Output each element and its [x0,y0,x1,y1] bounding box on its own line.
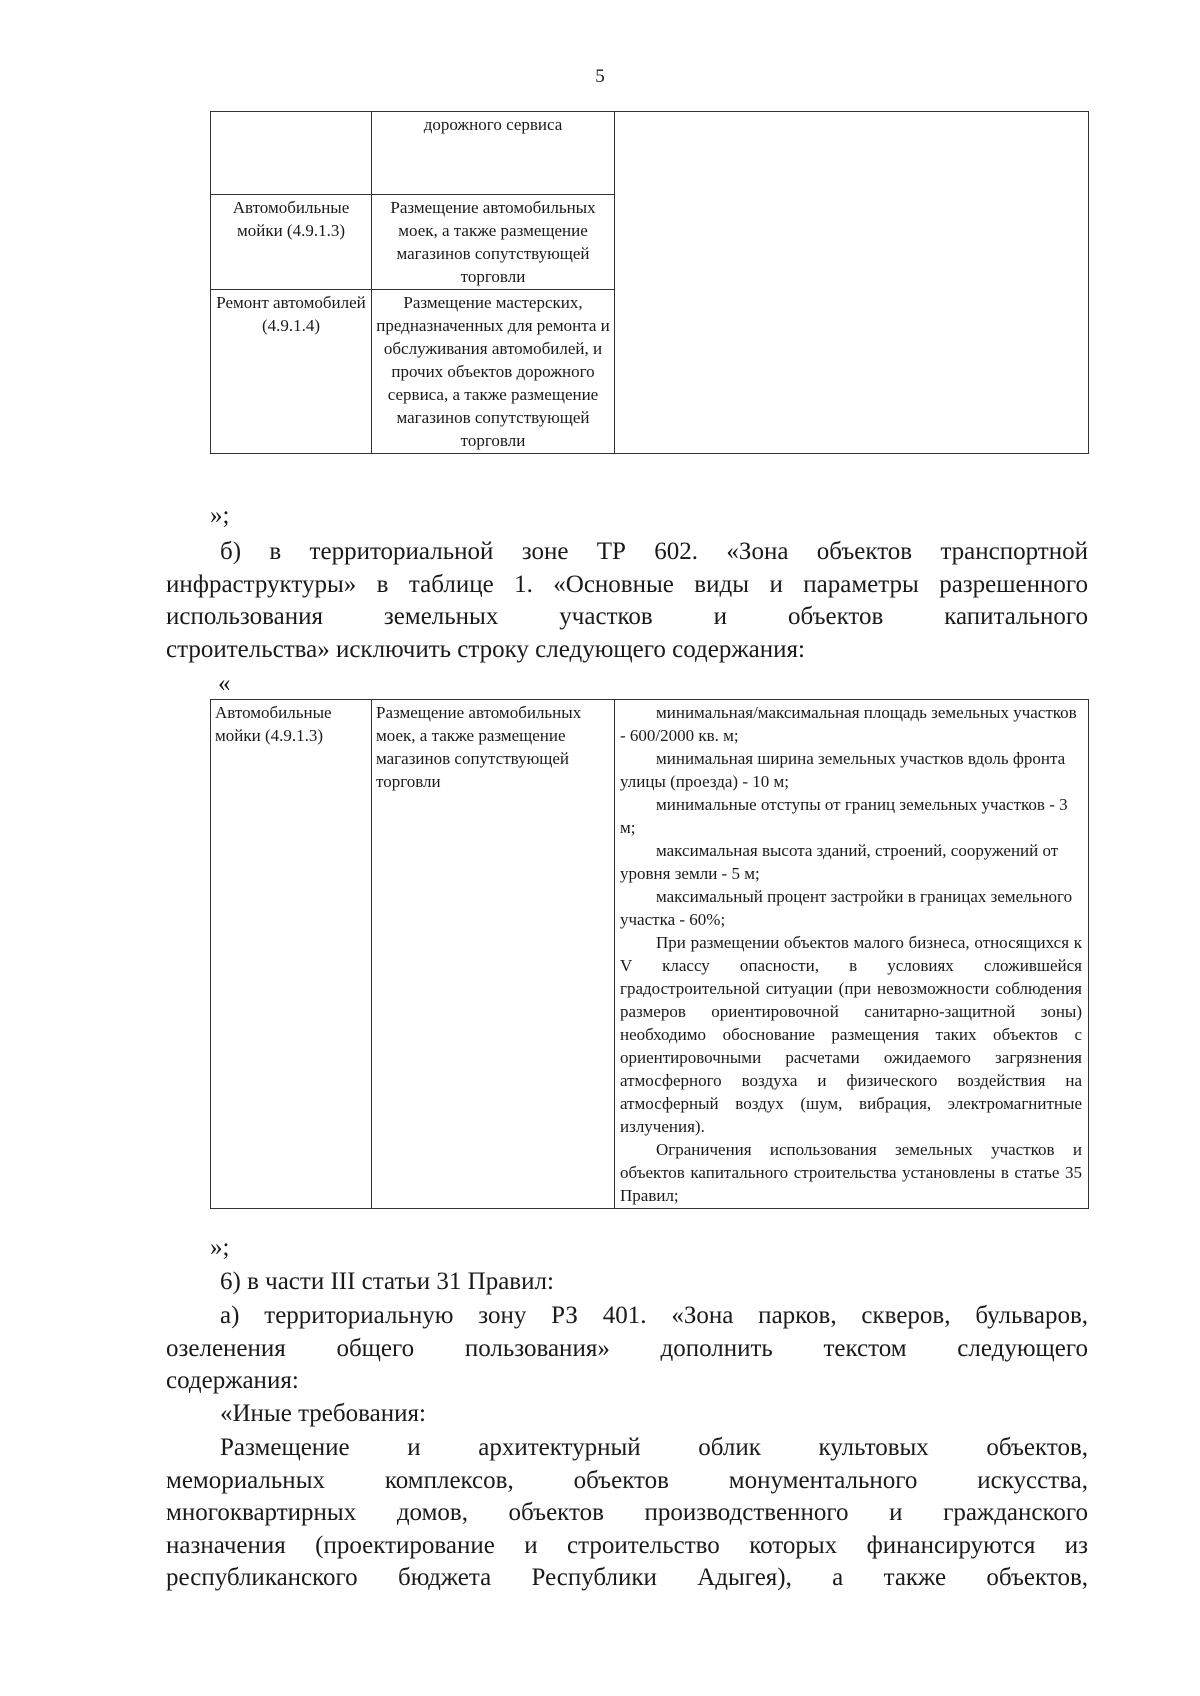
other-requirements-heading: «Иные требования: [220,1400,426,1427]
page-number: 5 [595,66,605,87]
paragraph-b [166,536,1088,666]
table-road-service [210,111,1089,454]
text-line: многоквартирных домов, объектов производственного и гражданского [166,1499,1088,1526]
parameter-item: минимальная ширина земельных участков вдоль фронта улицы (проезда) - 10 м; [620,749,1066,791]
text-line: республиканского бюджета Республики Адыгея), а также объектов, [166,1564,1088,1591]
text-line: а) территориальную зону РЗ 401. «Зона парков, скверов, бульваров, [220,1302,1088,1329]
table-cell-description: Размещение мастерских, предназначенных для ремонта и обслуживания автомобилей, и прочих объектов дорожного сервиса, а также размещение магазинов сопутствующей торговли [372,290,615,454]
table-cell-name: Автомобильные мойки (4.9.1.3) [211,700,372,1209]
table-cell-parameters [615,700,1089,1209]
parameter-item: При размещении объектов малого бизнеса, относящихся к V классу опасности, в условиях сложившейся градостроительной ситуации (при невозможности соблюдения размеров ориентировочной санитарно-защитной зоны) необходимо обоснование размещения таких объектов с ориентировочными расчетами ожидаемого загрязнения атмосферного воздуха и физического воздействия на атмосферный воздух (шум, вибрация, электромагнитные излучения). [620,933,1082,1136]
table-excluded-row [210,699,1089,1209]
parameter-item: минимальная/максимальная площадь земельных участков - 600/2000 кв. м; [620,703,1077,745]
closing-quote: »; [210,1234,230,1261]
table-row [211,700,1089,1209]
table-cell-description: Размещение автомобильных моек, а также размещение магазинов сопутствующей торговли [372,195,615,290]
table-cell-name: Автомобильные мойки (4.9.1.3) [211,195,372,290]
item-6: 6) в части III статьи 31 Правил: [220,1268,554,1295]
text-line: б) в территориальной зоне ТР 602. «Зона объектов транспортной [220,538,1088,565]
table-cell-name: Ремонт автомобилей (4.9.1.4) [211,290,372,454]
paragraph-a [166,1300,1088,1398]
text-line: назначения (проектирование и строительство которых финансируются из [166,1531,1088,1559]
text-line: озеленения общего пользования» дополнить текстом следующего [166,1334,1088,1362]
parameter-item: максимальная высота зданий, строений, сооружений от уровня земли - 5 м; [620,841,1059,883]
text-line: инфраструктуры» в таблице 1. «Основные виды и параметры разрешенного [166,570,1088,598]
text-line: Размещение и архитектурный облик культовых объектов, [220,1434,1088,1461]
text-line: строительства» исключить строку следующего содержания: [166,635,805,663]
table-row [211,112,1089,195]
parameter-item: Ограничения использования земельных участков и объектов капитального строительства установлены в статье 35 Правил; [620,1140,1082,1205]
parameter-item: минимальные отступы от границ земельных участков - 3 м; [620,795,1068,837]
opening-quote: « [218,670,231,697]
paragraph-placement [166,1432,1088,1595]
table-cell-description: Размещение автомобильных моек, а также размещение магазинов сопутствующей торговли [372,700,615,1209]
table-cell-name [211,112,372,195]
parameter-item: максимальный процент застройки в границах земельного участка - 60%; [620,887,1073,929]
table-cell-parameters-empty [615,112,1089,454]
text-line: использования земельных участков и объектов капитального [166,603,1088,630]
table-cell-description: дорожного сервиса [372,112,615,195]
text-line: мемориальных комплексов, объектов монументального искусства, [166,1466,1088,1494]
text-line: содержания: [166,1367,299,1394]
closing-quote: »; [210,502,230,529]
